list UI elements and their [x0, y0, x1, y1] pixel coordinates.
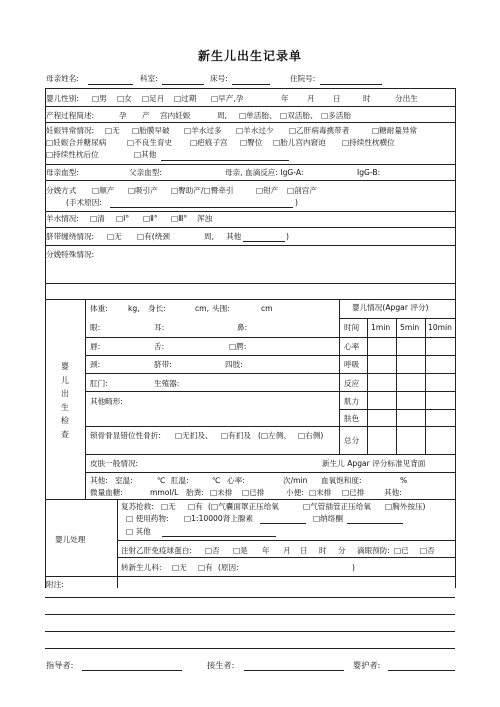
room-temp-label: 室温: — [115, 476, 133, 485]
suction-delivery-checkbox[interactable]: □吸引产 — [128, 186, 158, 195]
anal-temp-label: 肛温: — [171, 476, 189, 485]
doctor-label: 指导者: — [46, 660, 74, 670]
urine-passed-checkbox[interactable]: □已排 — [342, 488, 365, 497]
chest-compression-checkbox[interactable]: □胸外按压) — [385, 502, 426, 511]
clavicle-right-checkbox[interactable]: □右侧) — [298, 431, 324, 440]
transfer-close: ) — [352, 563, 355, 572]
hbig-minute: 分 — [338, 546, 346, 555]
doctor-sign-field[interactable] — [82, 670, 182, 671]
spo2-label: 血氧饱和度: — [321, 476, 362, 485]
pregnancy-other-checkbox[interactable]: □其他 — [134, 150, 157, 159]
dept-label: 科室: — [140, 74, 158, 83]
mmol-unit: mmol/L — [150, 488, 179, 497]
amniotic-clear-checkbox[interactable]: □清 — [90, 214, 105, 223]
per-min-unit: 次/min — [283, 476, 308, 485]
cesarean-checkbox[interactable]: □剖宫产 — [287, 186, 317, 195]
umbilical-label: 脐带: — [154, 360, 172, 369]
apgar-row-breath: 呼吸 — [344, 360, 360, 369]
full-term-checkbox[interactable]: □足月 — [142, 94, 165, 103]
gdm-checkbox[interactable]: □妊娠合并糖尿病 — [46, 138, 107, 147]
glucose-label: 微量血糖: — [90, 488, 123, 497]
other-deformity-label: 其他畸形: — [90, 397, 123, 406]
meconium-passed-checkbox[interactable]: □已排 — [242, 488, 265, 497]
pregnancy-abnormal-label: 妊娠异常情况: — [46, 126, 95, 135]
birth-minute-label: 分出生 — [395, 94, 418, 103]
eye-prevention-label: 滴眼预防: — [357, 546, 390, 555]
celsius-1: ℃ — [157, 476, 166, 485]
hbv-carrier-checkbox[interactable]: □乙肝病毒携带者 — [289, 126, 350, 135]
dept-field[interactable] — [162, 84, 204, 85]
urine-label: 小便: — [286, 488, 304, 497]
infant-sex-label: 婴儿性别: — [46, 94, 79, 103]
other-label: 其他: — [90, 476, 108, 485]
drugs-checkbox[interactable]: □ 使用药物: — [126, 514, 169, 523]
membrane-rupture-checkbox[interactable]: □胎膜早破 — [132, 126, 170, 135]
post-term-checkbox[interactable]: □过期 — [174, 94, 197, 103]
bad-history-checkbox[interactable]: □不良生育史 — [127, 138, 173, 147]
genitals-label: 生殖器: — [154, 379, 180, 388]
cm-unit-1: cm, — [195, 304, 209, 313]
limbs-label: 四肢: — [225, 360, 243, 369]
urine-not-passed-checkbox[interactable]: □未排 — [309, 488, 332, 497]
surgery-reason-label: (手术原因: — [66, 198, 102, 207]
amniotic-label: 羊水情况: — [46, 214, 79, 223]
special-label: 分娩特殊情况: — [46, 250, 95, 259]
cord-weeks-label: 周, — [204, 232, 215, 241]
apgar-row-reflex: 反应 — [344, 379, 360, 388]
exam-section-label: 婴儿出生检查 — [61, 362, 69, 439]
nose-label: 鼻: — [237, 323, 248, 332]
apgar-standard-note: 新生儿 Apgar 评分标准见背面 — [322, 459, 426, 468]
apgar-row-heart: 心率 — [344, 342, 360, 351]
male-checkbox[interactable]: □男 — [92, 94, 107, 103]
clavicle-left-checkbox[interactable]: (□左侧、 — [258, 431, 291, 440]
notes-label: 附注: — [46, 580, 64, 589]
resus-label: 复苏抢救: — [121, 502, 154, 511]
apgar-10min-header: 10min — [428, 323, 452, 332]
drugs-other-checkbox[interactable]: □ 其他 — [126, 527, 151, 536]
glucose-tolerance-checkbox[interactable]: □糖耐量异常 — [372, 126, 418, 135]
oligohydramnios-checkbox[interactable]: □羊水过少 — [236, 126, 274, 135]
clavicle-label: 锁骨骨显错位性骨折: — [90, 431, 161, 440]
palate-label[interactable]: □腭: — [229, 342, 247, 351]
gravida-label: 孕 — [119, 111, 127, 120]
form-title: 新生儿出生记录单 — [197, 49, 302, 63]
delivery-label: 分娩方式 — [46, 186, 77, 195]
cord-close: ) — [286, 232, 289, 241]
ears-label: 耳: — [154, 323, 165, 332]
apgar-row-tone: 肌力 — [344, 397, 360, 406]
birth-month-label: 月 — [307, 94, 315, 103]
posterior-position-checkbox[interactable]: □持续性枕后位 — [46, 150, 99, 159]
apgar-1min-header: 1min — [371, 323, 391, 332]
nurse-sign-field[interactable] — [388, 670, 455, 671]
cord-other-label: 其他 — [226, 232, 242, 241]
forceps-checkbox[interactable]: □钳产 — [256, 186, 279, 195]
mother-name-field[interactable] — [88, 84, 133, 85]
single-fetus-checkbox[interactable]: □单活胎、 — [239, 111, 277, 120]
clavicle-has-checkbox[interactable]: □有扪及 — [221, 431, 251, 440]
igg-b-label: IgG-B: — [357, 168, 381, 177]
adrenaline-dose-field[interactable] — [260, 523, 306, 524]
para-label: 产 — [142, 111, 150, 120]
eyes-label: 眼: — [90, 323, 101, 332]
head-label: 头围: — [212, 304, 230, 313]
admission-label: 住院号: — [290, 74, 316, 83]
amniotic-iii-checkbox[interactable]: □Ⅲ° — [171, 214, 188, 223]
other2-label: 其他: — [384, 488, 402, 497]
hbig-yes-checkbox[interactable]: □是 — [233, 546, 248, 555]
weight-label: 体重: — [90, 304, 108, 313]
hbig-label: 注射乙肝免疫球蛋白: — [121, 546, 192, 555]
mother-name-label: 母亲姓名: — [46, 74, 79, 83]
birth-hour-label: 时 — [363, 94, 371, 103]
neck-label: 颈: — [90, 360, 101, 369]
deliverer-sign-field[interactable] — [244, 670, 344, 671]
transfer-reason-label: (原因: — [218, 563, 239, 572]
pre-term-checkbox[interactable]: □早产,孕 — [211, 94, 244, 103]
transfer-has-checkbox[interactable]: □有 — [198, 563, 213, 572]
skin-label: 皮肤一般情况: — [90, 459, 139, 468]
apgar-time-header: 时间 — [344, 323, 360, 332]
percent-unit: % — [400, 476, 408, 485]
celsius-2: ℃ — [212, 476, 221, 485]
surgery-reason-field[interactable] — [110, 207, 293, 208]
apgar-5min-header: 5min — [400, 323, 420, 332]
hbig-day: 日 — [300, 546, 308, 555]
meconium-not-passed-checkbox[interactable]: □未排 — [210, 488, 233, 497]
length-label: 身长: — [148, 304, 166, 313]
hbig-hour: 时 — [319, 546, 327, 555]
eye-no-checkbox[interactable]: □否 — [420, 546, 435, 555]
cord-has-checkbox[interactable]: □有(绕颈 — [137, 232, 170, 241]
fetal-distress-checkbox[interactable]: □胎儿宫内窘迫 — [273, 138, 326, 147]
transfer-none-checkbox[interactable]: □无 — [172, 563, 187, 572]
deliverer-label: 接生者: — [207, 660, 235, 670]
naloxone-dose-field[interactable] — [347, 523, 403, 524]
amniotic-ii-checkbox[interactable]: □Ⅱ° — [143, 214, 158, 223]
twin-fetus-checkbox[interactable]: □双活胎、 — [280, 111, 318, 120]
maternal-reaction-label: 母亲, 血滴反应: IgG-A: — [225, 168, 304, 177]
cord-other-field[interactable] — [243, 241, 285, 242]
amniotic-i-checkbox[interactable]: □Ⅰ° — [116, 214, 130, 223]
clavicle-none-checkbox[interactable]: □无扪及、 — [175, 431, 213, 440]
birth-day-label: 日 — [333, 94, 341, 103]
father-blood-label: 父亲血型: — [129, 168, 162, 177]
breech-checkbox[interactable]: □臀位 — [240, 138, 263, 147]
eye-yes-checkbox[interactable]: □已 — [394, 546, 409, 555]
mother-blood-label: 母亲血型: — [46, 168, 79, 177]
intrauterine-label: 宫内妊娠 — [160, 111, 191, 120]
cm-unit-2: cm — [261, 304, 273, 313]
nurse-label: 婴护者: — [353, 660, 381, 670]
female-checkbox[interactable]: □女 — [117, 94, 132, 103]
cord-label: 脐带缠绕情况: — [46, 232, 95, 241]
hbig-year: 年 — [262, 546, 270, 555]
surgery-reason-close: ) — [295, 198, 298, 207]
bed-label: 床号: — [210, 74, 228, 83]
adrenaline-checkbox[interactable]: □1:10000肾上腺素 — [184, 514, 254, 523]
transfer-label: 转新生儿科: — [121, 563, 162, 572]
treatment-section-label: 婴儿处理 — [55, 535, 86, 544]
hbig-no-checkbox[interactable]: □否 — [205, 546, 220, 555]
cord-none-checkbox[interactable]: □无 — [107, 232, 122, 241]
heart-rate-label: 心率: — [227, 476, 245, 485]
apgar-row-color: 肤色 — [344, 414, 360, 423]
resus-has-checkbox[interactable]: □有 — [188, 502, 203, 511]
multi-fetus-checkbox[interactable]: □多活胎 — [321, 111, 351, 120]
resus-none-checkbox[interactable]: □无 — [161, 502, 176, 511]
pregnancy-none-checkbox[interactable]: □无 — [105, 126, 120, 135]
apgar-row-total: 总分 — [344, 436, 360, 445]
drugs-other-field[interactable] — [162, 536, 276, 537]
breech-assist-checkbox[interactable]: □臀助产/□臀牵引 — [171, 186, 234, 195]
bag-mask-checkbox[interactable]: (□气囊面罩正压给氧 — [208, 502, 279, 511]
apgar-header: 婴儿情况(Apgar 评分) — [352, 303, 429, 312]
scar-uterus-checkbox[interactable]: □疤痕子宫 — [190, 138, 228, 147]
tongue-label: 舌: — [154, 342, 165, 351]
labor-label: 产程过程简述: — [46, 111, 95, 120]
pregnancy-other-field[interactable] — [161, 160, 289, 161]
intubation-checkbox[interactable]: □气管插管正压给氧 — [303, 502, 371, 511]
hbig-month: 月 — [283, 546, 291, 555]
turbid-label: 浑浊 — [197, 214, 213, 223]
kg-unit: kg, — [128, 304, 140, 313]
transverse-position-checkbox[interactable]: □持续性枕横位 — [342, 138, 395, 147]
polyhydramnios-checkbox[interactable]: □羊水过多 — [184, 126, 222, 135]
admission-field[interactable] — [320, 84, 382, 85]
birth-year-label: 年 — [281, 94, 289, 103]
lips-label: 唇: — [90, 342, 101, 351]
bed-field[interactable] — [232, 84, 270, 85]
weeks-label: 周, — [217, 111, 228, 120]
normal-delivery-checkbox[interactable]: □顺产 — [92, 186, 115, 195]
meconium-label: 胎粪: — [186, 488, 204, 497]
naloxone-checkbox[interactable]: □纳络酮 — [313, 514, 343, 523]
anus-label: 肛门: — [90, 379, 108, 388]
